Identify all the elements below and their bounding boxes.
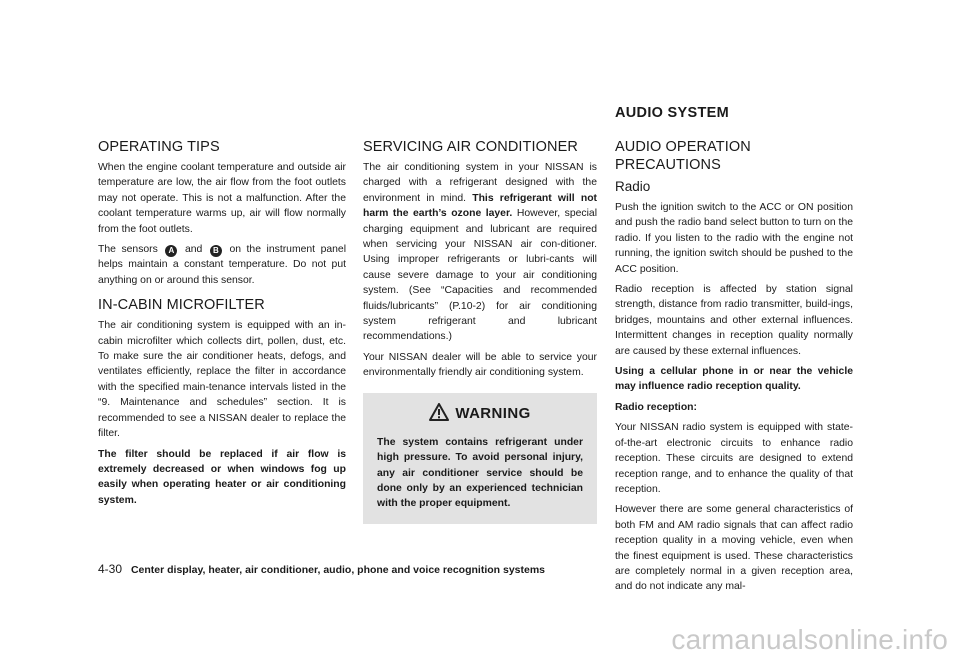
warning-box <box>363 393 597 524</box>
page-number: 4-30 <box>98 562 123 576</box>
sensors-text-and: and <box>184 244 203 256</box>
servicing-text-b: However, special charging equipment and lubricant are required when servicing your NISSAN air con-ditioner. Using improper refrigerants or lubri-cants will cause severe damage to your air conditioning system. (See “Capacities and recommended fluids/lubricants” (P.10-2) for air conditioning system refrigerant and lubricant recommendations.) <box>363 208 598 343</box>
reception-paragraph-2: However there are some general characteristics of both FM and AM radio signals that can affect radio reception quality in a moving vehicle, even when the finest equipment is used. These characteristics are completely normal in a given reception area, and do not indicate any mal- <box>615 504 853 593</box>
warning-header <box>377 403 583 425</box>
precautions-heading: AUDIO OPERATION PRECAUTIONS <box>615 139 751 173</box>
sensor-a-marker: A <box>165 245 177 257</box>
warning-text: The system contains refrigerant under high pressure. To avoid personal injury, any air conditioner service should be done only by an experienced technician with the proper equipment. <box>377 436 583 510</box>
warning-triangle-icon <box>429 403 449 425</box>
audio-system-heading: AUDIO SYSTEM <box>615 105 729 121</box>
sensors-text-pre: The sensors <box>98 244 158 256</box>
warning-title: WARNING <box>455 405 531 423</box>
reception-paragraph-1: Your NISSAN radio system is equipped with state-of-the-art electronic circuits to enhance radio reception. These circuits are designed to extend reception range, and to enhance the quality of that reception. <box>615 422 853 495</box>
radio-heading: Radio <box>615 179 651 194</box>
microfilter-heading: IN-CABIN MICROFILTER <box>98 297 265 314</box>
servicing-dealer-paragraph: Your NISSAN dealer will be able to service your environmentally friendly air conditioning system. <box>363 351 597 379</box>
microfilter-paragraph: The air conditioning system is equipped with an in-cabin microfilter which collects dirt, pollen, dust, etc. To make sure the air conditioner heats, defogs, and ventilates efficiently, replace the filter in accordance with the specified main-tenance intervals listed in the “9. Maintenance and schedules” section. It is recommended to see a NISSAN dealer to replace the filter. <box>98 320 346 440</box>
sensors-text-post: on the instrument panel helps maintain a constant temperature. Do not put anything on or around this sensor. <box>98 244 347 286</box>
servicing-heading: SERVICING AIR CONDITIONER <box>363 139 578 155</box>
column-right <box>615 104 853 600</box>
radio-paragraph-1: Push the ignition switch to the ACC or ON position and push the radio band select button to turn on the radio. If you listen to the radio with the engine not running, the ignition switch should be pushed to the ACC position. <box>615 202 854 275</box>
operating-tips-paragraph: When the engine coolant temperature and outside air temperature are low, the air flow from the foot outlets may not operate. This is not a malfunction. After the coolant temperature warms up, air will flow normally from the foot outlets. <box>98 162 346 235</box>
chapter-title: Center display, heater, air conditioner, audio, phone and voice recognition systems <box>130 564 546 576</box>
column-middle <box>363 138 597 524</box>
operating-tips-heading: OPERATING TIPS <box>98 139 220 155</box>
servicing-paragraph <box>363 160 597 345</box>
page-footer <box>98 562 545 576</box>
watermark: carmanualsonline.info <box>671 624 948 655</box>
sensors-paragraph <box>98 242 346 288</box>
reception-label: Radio reception: <box>615 401 697 413</box>
radio-bold-paragraph: Using a cellular phone in or near the vehicle may influence radio reception quality. <box>615 366 853 393</box>
servicing-text-a: The air conditioning system in your NISSAN is charged with a refrigerant designed with the environment in mind. <box>363 162 597 204</box>
sensor-b-marker: B <box>210 245 222 257</box>
microfilter-bold-paragraph: The filter should be replaced if air flow is extremely decreased or when windows fog up easily when operating heater or air conditioning system. <box>98 448 346 506</box>
servicing-bold-text: This refrigerant will not harm the earth’s ozone layer. <box>363 192 598 220</box>
radio-paragraph-2: Radio reception is affected by station signal strength, distance from radio transmitter, build-ings, bridges, mountains and other external influences. Intermittent changes in reception quality normally are caused by these external influences. <box>615 284 853 357</box>
column-left <box>98 138 346 513</box>
